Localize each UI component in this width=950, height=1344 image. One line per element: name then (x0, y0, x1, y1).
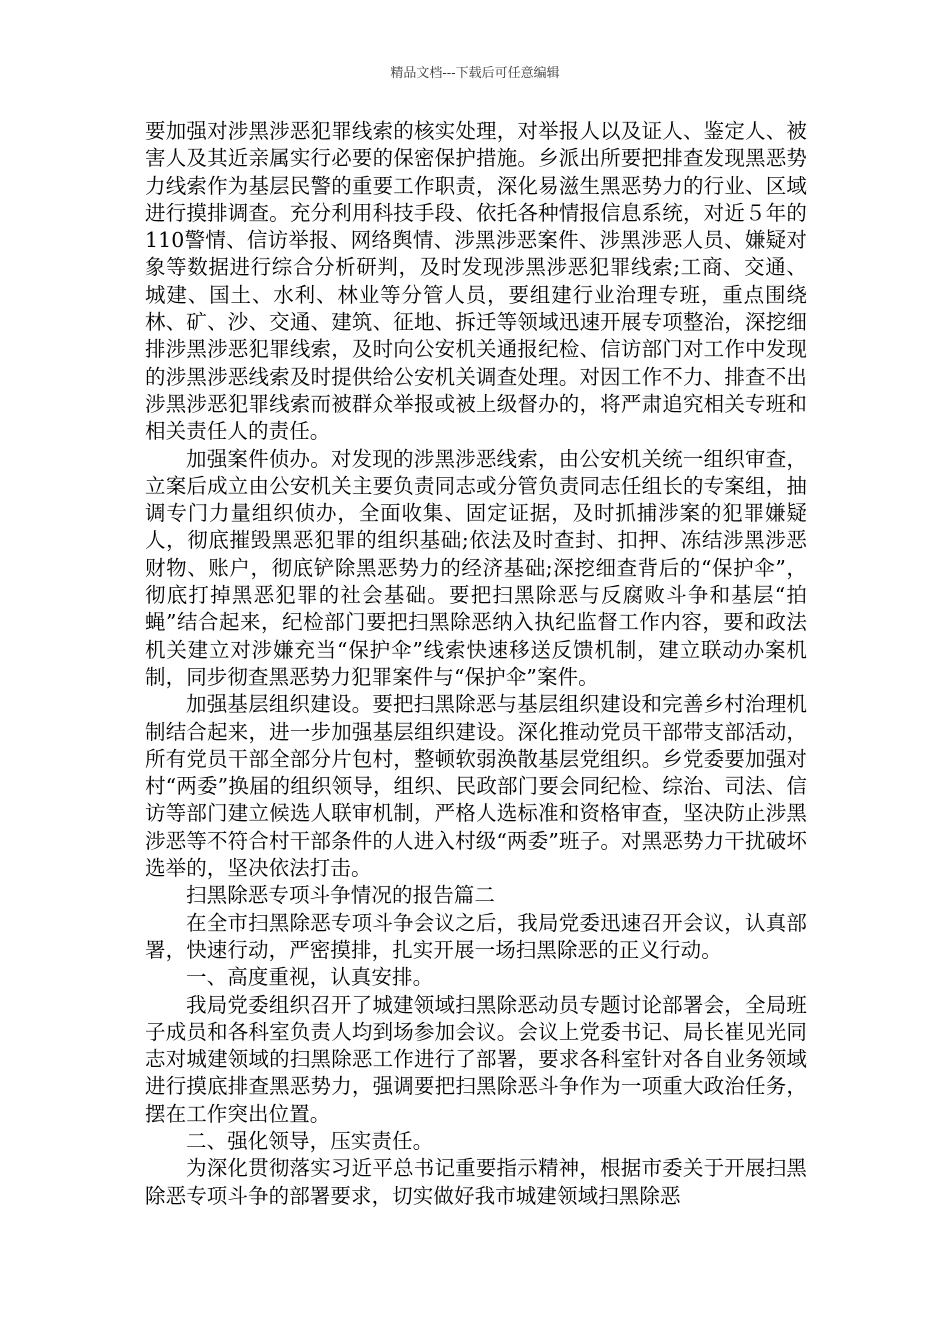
paragraph-intro-part-two: 在全市扫黑除恶专项斗争会议之后，我局党委迅速召开会议，认真部署，快速行动，严密摸排，扎实开展一场扫黑除恶的正义行动。 (145, 910, 807, 962)
paragraph-grassroots-organization: 加强基层组织建设。要把扫黑除恶与基层组织建设和完善乡村治理机制结合起来，进一步加强基层组织建设。深化推动党员干部带支部活动，所有党员干部全部分片包村，整顿软弱涣散基层党组织。乡党委要加强对村“两委”换届的组织领导，组织、民政部门要会同纪检、综治、司法、信访等部门建立候选人联审机制，严格人选标准和资格审查，坚决防止涉黑涉恶等不符合村干部条件的人进入村级“两委”班子。对黑恶势力干扰破坏选举的，坚决依法打击。 (145, 692, 807, 881)
page-header: 精品文档---下载后可任意编辑 (390, 66, 560, 81)
paragraph-continuation: 要加强对涉黑涉恶犯罪线索的核实处理，对举报人以及证人、鉴定人、被害人及其近亲属实行必要的保密保护措施。乡派出所要把排查发现黑恶势力线索作为基层民警的重要工作职责，深化易滋生黑恶势力的行业、区域进行摸排调查。充分利用科技手段、依托各种情报信息系统，对近５年的110警情、信访举报、网络舆情、涉黑涉恶案件、涉黑涉恶人员、嫌疑对象等数据进行综合分析研判，及时发现涉黑涉恶犯罪线索;工商、交通、城建、国土、水利、林业等分管人员，要组建行业治理专班，重点围绕林、矿、沙、交通、建筑、征地、拆迁等领域迅速开展专项整治，深挖细排涉黑涉恶犯罪线索，及时向公安机关通报纪检、信访部门对工作中发现的涉黑涉恶线索及时提供给公安机关调查处理。对因工作不力、排查不出涉黑涉恶犯罪线索而被群众举报或被上级督办的，将严肃追究相关专班和相关责任人的责任。 (145, 119, 807, 444)
heading-one: 一、高度重视，认真安排。 (186, 965, 434, 990)
document-body (145, 118, 807, 1210)
paragraph-implementation: 为深化贯彻落实习近平总书记重要指示精神，根据市委关于开展扫黑除恶专项斗争的部署要求，切实做好我市城建领域扫黑除恶 (145, 1156, 807, 1208)
paragraph-case-investigation: 加强案件侦办。对发现的涉黑涉恶线索，由公安机关统一组织审查，立案后成立由公安机关主要负责同志或分管负责同志任组长的专案组，抽调专门力量组织侦办，全面收集、固定证据，及时抓捕涉案的犯罪嫌疑人，彻底摧毁黑恶犯罪的组织基础;依法及时查封、扣押、冻结涉黑涉恶财物、账户，彻底铲除黑恶势力的经济基础;深挖细查背后的“保护伞”，彻底打掉黑恶犯罪的社会基础。要把扫黑除恶与反腐败斗争和基层“拍蝇”结合起来，纪检部门要把扫黑除恶纳入执纪监督工作内容，要和政法机关建立对涉嫌充当“保护伞”线索快速移送反馈机制，建立联动办案机制，同步彻查黑恶势力犯罪案件与“保护伞”案件。 (145, 446, 807, 689)
heading-two: 二、强化领导，压实责任。 (186, 1128, 434, 1153)
section-title-report-part-two: 扫黑除恶专项斗争情况的报告篇二 (186, 883, 495, 908)
paragraph-meeting: 我局党委组织召开了城建领域扫黑除恶动员专题讨论部署会，全局班子成员和各科室负责人均到场参加会议。会议上党委书记、局长崔见光同志对城建领域的扫黑除恶工作进行了部署，要求各科室针对各自业务领域进行摸底排查黑恶势力，强调要把扫黑除恶斗争作为一项重大政治任务，摆在工作突出位置。 (145, 992, 807, 1126)
